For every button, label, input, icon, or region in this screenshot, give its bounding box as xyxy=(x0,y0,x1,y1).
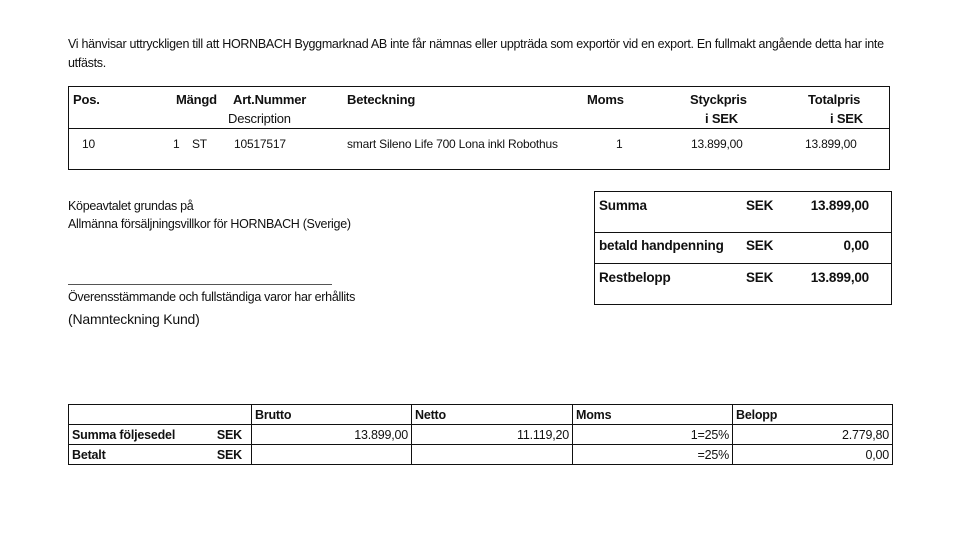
row-unit-price: 13.899,00 xyxy=(691,137,743,151)
vat-header-empty xyxy=(69,405,252,425)
vat-belopp: 2.779,80 xyxy=(733,425,893,445)
header-description: Description xyxy=(228,111,291,126)
vat-netto xyxy=(412,445,573,465)
vat-row-label-cell xyxy=(69,445,252,465)
vat-table xyxy=(68,404,893,465)
signature-label: (Namnteckning Kund) xyxy=(68,311,200,327)
summary-divider xyxy=(595,232,891,233)
vat-header-moms: Moms xyxy=(573,405,733,425)
summary-currency: SEK xyxy=(746,270,774,285)
table-row xyxy=(69,445,893,465)
row-moms: 1 xyxy=(616,137,623,151)
contract-line-1: Köpeavtalet grundas på xyxy=(68,199,194,213)
summary-value: 13.899,00 xyxy=(810,270,869,285)
summary-currency: SEK xyxy=(746,238,774,253)
vat-header-netto: Netto xyxy=(412,405,573,425)
header-styckpris: Styckpris xyxy=(690,92,747,107)
vat-header-row xyxy=(69,405,893,425)
header-art-nummer: Art.Nummer xyxy=(233,92,307,107)
goods-received-statement: Överensstämmande och fullständiga varor har erhållits xyxy=(68,290,356,304)
header-pos: Pos. xyxy=(73,92,100,107)
vat-netto: 11.119,20 xyxy=(412,425,573,445)
vat-brutto xyxy=(252,445,412,465)
header-mangd: Mängd xyxy=(176,92,217,107)
header-totalpris: Totalpris xyxy=(808,92,861,107)
summary-value: 0,00 xyxy=(843,238,869,253)
header-styckpris-sek: i SEK xyxy=(705,111,738,126)
vat-belopp: 0,00 xyxy=(733,445,893,465)
vat-header-belopp: Belopp xyxy=(733,405,893,425)
summary-label: Restbelopp xyxy=(599,270,671,285)
summary-box xyxy=(594,191,892,305)
row-description: smart Sileno Life 700 Lona inkl Robothus xyxy=(347,137,558,151)
header-moms: Moms xyxy=(587,92,624,107)
summary-label: betald handpenning xyxy=(599,238,724,253)
summary-label: Summa xyxy=(599,198,647,213)
row-qty: 1 xyxy=(173,137,180,151)
vat-row-currency: SEK xyxy=(216,427,242,442)
row-total: 13.899,00 xyxy=(805,137,857,151)
vat-row-label: Betalt xyxy=(72,447,106,462)
row-art-number: 10517517 xyxy=(234,137,286,151)
items-table-header xyxy=(69,87,889,129)
header-beteckning: Beteckning xyxy=(347,92,416,107)
vat-brutto: 13.899,00 xyxy=(252,425,412,445)
row-pos: 10 xyxy=(82,137,95,151)
signature-line xyxy=(68,284,332,285)
summary-divider xyxy=(595,263,891,264)
vat-header-brutto: Brutto xyxy=(252,405,412,425)
vat-row-label: Summa följesedel xyxy=(72,427,176,442)
summary-currency: SEK xyxy=(746,198,774,213)
table-row xyxy=(69,425,893,445)
vat-moms: =25% xyxy=(573,445,733,465)
summary-value: 13.899,00 xyxy=(810,198,869,213)
row-unit: ST xyxy=(192,137,207,151)
vat-row-label-cell xyxy=(69,425,252,445)
export-disclaimer: Vi hänvisar uttryckligen till att HORNBACH Byggmarknad AB inte får nämnas eller uppträda som exportör vid en export. En fullmakt angående detta har inte utfästs. xyxy=(68,37,884,70)
contract-line-2: Allmänna försäljningsvillkor för HORNBACH (Sverige) xyxy=(68,217,351,231)
vat-row-currency: SEK xyxy=(216,447,242,462)
items-table xyxy=(68,86,890,170)
vat-moms: 1=25% xyxy=(573,425,733,445)
header-totalpris-sek: i SEK xyxy=(830,111,863,126)
